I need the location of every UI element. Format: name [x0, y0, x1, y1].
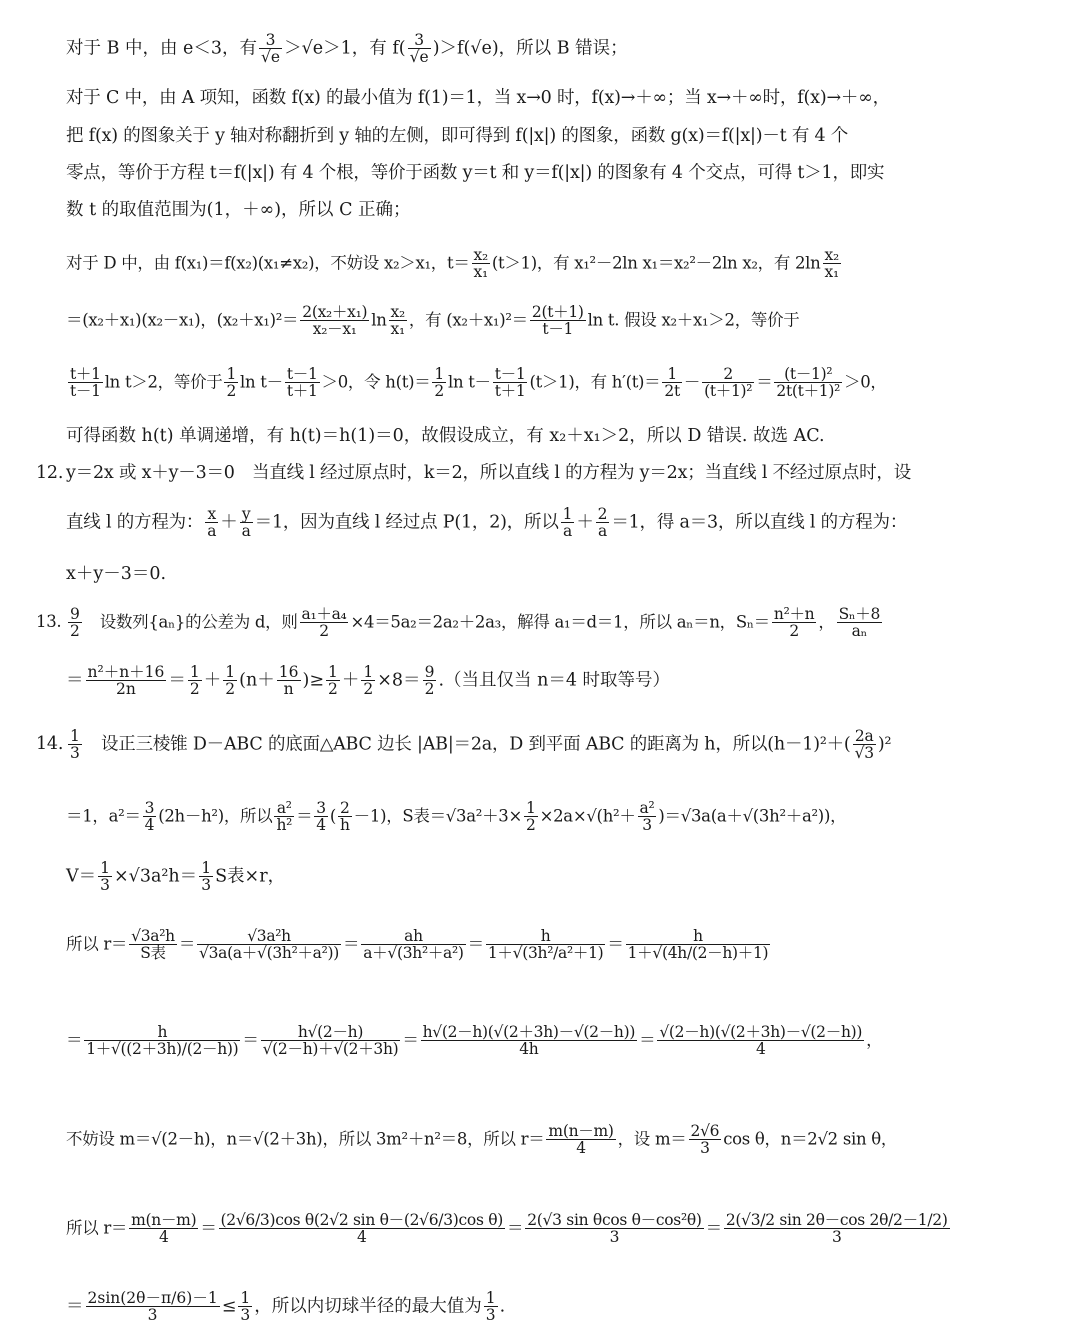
p12-line-2: 直线 l 的方程为： $\frac{x}{a}$ ＋ $\frac{y}{a}$ ＝1，因为直线 l 经过点 P(1，2)，所以 $\frac{1}{a}$ ＋ $\frac{2}{a}$ ＝1，得 a＝3，所以直线 l 的方程为： — [66, 505, 908, 541]
problem-number: 13. — [36, 612, 62, 632]
fraction: $\frac{1}{3}$ — [240, 1289, 251, 1325]
p11-c-line-4: 数 t 的取值范围为(1，＋∞)，所以 C 正确； — [66, 200, 411, 220]
fraction: $\frac{2(√3/2 \sin 2\theta-\cos 2\theta/2-1/2)}{3}$ — [725, 1211, 948, 1247]
fraction: $\frac{\text{√3a²h}}{\text{√3a(a＋√(3h²＋a²))}}$ — [199, 927, 340, 963]
fraction: $\frac{m(n-m)}{4}$ — [548, 1122, 614, 1158]
fraction: $\frac{\text{n²＋n＋16}}{2n}$ — [87, 663, 165, 699]
fraction: $\frac{\text{a²}}{3}$ — [639, 799, 655, 835]
fraction: $\frac{\text{2(√3 sin θcos θ－cos²θ)}}{3}$ — [527, 1211, 702, 1247]
problem-number: 12. — [36, 463, 64, 483]
p14-line-8: ＝ $\frac{2\sin(2\theta-\pi/6)-1}{3}$ ≤ $\frac{1}{3}$ ，所以内切球半径的最大值为 $\frac{1}{3}$ . — [66, 1289, 506, 1325]
fraction: $\frac{1}{2}$ — [226, 365, 237, 401]
fraction: $\frac{2√6}{3}$ — [690, 1122, 720, 1158]
fraction: $\frac{2a}{√3}$ — [854, 727, 874, 763]
fraction: $\frac{1}{2t}$ — [664, 365, 680, 401]
fraction: $\frac{2}{a}$ — [597, 505, 608, 541]
fraction: $\frac{3}{4}$ — [316, 799, 326, 835]
fraction: $\frac{√(2-h)(√(2+3h)-√(2-h))}{4}$ — [659, 1023, 863, 1059]
fraction: $\frac{h}{1+√((2+3h)/(2-h))}$ — [86, 1023, 239, 1059]
p11-b-line: 对于 B 中，由 e＜3，有 $\frac{3}{√e}$ ＞√e＞1，有 f( $\frac{3}{√e}$ )＞f(√e)，所以 B 错误； — [66, 31, 628, 67]
fraction: $\frac{1}{2}$ — [434, 365, 444, 401]
answer-fraction: $\frac{1}{3}$ — [70, 727, 80, 763]
fraction: $\frac{1}{2}$ — [328, 663, 338, 699]
fraction: $\frac{2}{h}$ — [339, 799, 350, 835]
p14-line-2: ＝1，a²＝ $\frac{3}{4}$ (2h－h²)，所以 $\frac{\text{a²}}{\text{h²}}$ ＝ $\frac{3}{4}$ ( $\frac{2}{h}$ －1)，S表＝√3a²＋3× $\frac{1}{2}$ ×2a×√(h²＋ $\frac{\text{a²}}{3}$ )＝√3a(a＋√(3h²＋a²))， — [66, 799, 847, 835]
fraction: $\frac{2(t+1)}{t-1}$ — [531, 303, 584, 339]
fraction: $\frac{\text{Sₙ＋8}}{\text{aₙ}}$ — [838, 605, 881, 641]
fraction: $\frac{16}{n}$ — [278, 663, 299, 699]
fraction: $\frac{1}{2}$ — [363, 663, 374, 699]
fraction: $\frac{x}{a}$ — [207, 505, 217, 541]
fraction: $\frac{\text{a₁＋a₄}}{2}$ — [301, 605, 347, 641]
p13-line-1: 13. $\frac{9}{2}$ 设数列{aₙ}的公差为 d，则 $\frac{\text{a₁＋a₄}}{2}$ ×4＝5a₂＝2a₂＋2a₃，解得 a₁＝d＝1，所以 aₙ＝n，Sₙ＝ $\frac{\text{n²＋n}}{2}$ ， $\frac{\text{Sₙ＋8}}{\text{aₙ}}$ — [36, 605, 881, 641]
p14-line-5: ＝ $\frac{h}{1+√((2+3h)/(2-h))}$ ＝ $\frac{h√(2-h)}{√(2-h)+√(2+3h)}$ ＝ $\frac{h√(2-h)(√(2+3h)-√(2-h))}{4h}$ ＝ $\frac{√(2-h)(√(2+3h)-√(2-h))}{4}$ ， — [66, 1023, 883, 1059]
p14-line-6: 不妨设 m＝√(2－h)，n＝√(2＋3h)，所以 3m²＋n²＝8，所以 r＝ $\frac{m(n-m)}{4}$ ，设 m＝ $\frac{2√6}{3}$ cos θ，n＝2√2 sin θ， — [66, 1122, 898, 1158]
problem-number: 14. — [36, 734, 64, 755]
p11-c-line-2: 把 f(x) 的图象关于 y 轴对称翻折到 y 轴的左侧，即可得到 f(|x|) 的图象，函数 g(x)＝f(|x|)－t 有 4 个 — [66, 126, 849, 146]
fraction: $\frac{9}{2}$ — [424, 663, 435, 699]
fraction: $\frac{y}{a}$ — [241, 505, 251, 541]
p12-line-3: x＋y－3＝0. — [66, 564, 167, 584]
fraction: $\frac{3}{4}$ — [144, 799, 155, 835]
fraction: $\frac{\text{n²＋n}}{2}$ — [773, 605, 815, 641]
fraction: $\frac{h√(2-h)(√(2+3h)-√(2-h))}{4h}$ — [422, 1023, 636, 1059]
fraction: $\frac{\text{x₂}}{\text{x₁}}$ — [824, 246, 839, 282]
fraction: $\frac{\text{2(x₂＋x₁)}}{\text{x₂－x₁}}$ — [302, 303, 368, 339]
fraction: $\frac{1}{3}$ — [100, 859, 111, 895]
fraction: $\frac{1}{a}$ — [562, 505, 573, 541]
p14-line-1: 14. $\frac{1}{3}$ 设正三棱锥 D－ABC 的底面△ABC 边长 |AB|＝2a，D 到平面 ABC 的距离为 h，所以(h－1)²＋( $\frac{2a}{√3}$ )² — [36, 727, 892, 763]
fraction: $\frac{3}{√e}$ — [409, 31, 429, 67]
fraction: $\frac{\text{x₂}}{\text{x₁}}$ — [473, 246, 488, 282]
p11-c-line-1: 对于 C 中，由 A 项知，函数 f(x) 的最小值为 f(1)＝1，当 x→0 时，f(x)→＋∞；当 x→＋∞时，f(x)→＋∞， — [66, 88, 890, 108]
fraction: $\frac{t-1}{t+1}$ — [494, 365, 526, 401]
fraction: $\frac{m(n-m)}{4}$ — [131, 1211, 197, 1247]
p11-d-line-1: 对于 D 中，由 f(x₁)＝f(x₂)(x₁≠x₂)，不妨设 x₂＞x₁，t＝ $\frac{\text{x₂}}{\text{x₁}}$ (t＞1)，有 x₁²－2ln x₁＝x₂²－2ln x₂，有 2ln $\frac{\text{x₂}}{\text{x₁}}$ — [66, 246, 839, 282]
p14-line-3: V＝ $\frac{1}{3}$ ×√3a²h＝ $\frac{1}{3}$ S表×r， — [66, 859, 286, 895]
fraction: $\frac{2\sin(2\theta-\pi/6)-1}{3}$ — [87, 1289, 218, 1325]
fraction: $\frac{\text{x₂}}{\text{x₁}}$ — [390, 303, 405, 339]
fraction: $\frac{h}{1+√(4h/(2-h)+1)}$ — [627, 927, 769, 963]
fraction: $\frac{3}{√e}$ — [261, 31, 281, 67]
fraction: $\frac{h√(2-h)}{√(2-h)+√(2+3h)}$ — [262, 1023, 399, 1059]
fraction: $\frac{1}{3}$ — [201, 859, 212, 895]
p11-d-line-4: 可得函数 h(t) 单调递增，有 h(t)＝h(1)＝0，故假设成立，有 x₂＋x₁＞2，所以 D 错误. 故选 AC. — [66, 426, 825, 446]
fraction: $\frac{1}{3}$ — [485, 1289, 496, 1325]
p11-d-line-3: $\frac{t+1}{t-1}$ ln t＞2，等价于 $\frac{1}{2}$ ln t－ $\frac{t-1}{t+1}$ ＞0，令 h(t)＝ $\frac{1}{2}$ ln t－ $\frac{t-1}{t+1}$ (t＞1)，有 h′(t)＝ $\frac{1}{2t}$ － $\frac{2}{\text{(t＋1)²}}$ ＝ $\frac{\text{(t－1)²}}{\text{2t(t＋1)²}}$ ＞0， — [70, 365, 887, 401]
fraction: $\frac{1}{2}$ — [225, 663, 236, 699]
fraction: $\frac{\text{(t－1)²}}{\text{2t(t＋1)²}}$ — [776, 365, 840, 401]
p14-line-7: 所以 r＝ $\frac{m(n-m)}{4}$ ＝ $\frac{\text{(2√6/3)cos θ(2√2 sin θ－(2√6/3)cos θ)}}{4}$ ＝ $\frac{\text{2(√3 sin θcos θ－cos²θ)}}{3}$ ＝ $\frac{2(√3/2 \sin 2\theta-\cos 2\theta/2-1/2)}{3}$ — [66, 1211, 948, 1247]
p11-c-line-3: 零点，等价于方程 t＝f(|x|) 有 4 个根，等价于函数 y＝t 和 y＝f(|x|) 的图象有 4 个交点，可得 t＞1，即实 — [66, 163, 885, 183]
fraction: $\frac{t+1}{t-1}$ — [70, 365, 101, 401]
fraction: $\frac{\text{a²}}{\text{h²}}$ — [276, 799, 293, 835]
p13-line-2: ＝ $\frac{\text{n²＋n＋16}}{2n}$ ＝ $\frac{1}{2}$ ＋ $\frac{1}{2}$ (n＋ $\frac{16}{n}$ )≥ $\frac{1}{2}$ ＋ $\frac{1}{2}$ ×8＝ $\frac{9}{2}$ .（当且仅当 n＝4 时取等号） — [66, 663, 671, 699]
fraction: $\frac{\text{(2√6/3)cos θ(2√2 sin θ－(2√6/3)cos θ)}}{4}$ — [220, 1211, 504, 1247]
fraction: $\frac{1}{2}$ — [189, 663, 200, 699]
fraction: $\frac{\text{√3a²h}}{\text{S表}}$ — [131, 927, 175, 963]
p12-line-1: 12. y＝2x 或 x＋y－3＝0 当直线 l 经过原点时，k＝2，所以直线 l 的方程为 y＝2x；当直线 l 不经过原点时，设 — [36, 463, 911, 483]
fraction: $\frac{ah}{\text{a＋√(3h²＋a²)}}$ — [363, 927, 464, 963]
fraction: $\frac{1}{2}$ — [526, 799, 536, 835]
answer-fraction: $\frac{9}{2}$ — [70, 605, 80, 641]
fraction: $\frac{t-1}{t+1}$ — [286, 365, 318, 401]
fraction: $\frac{h}{\text{1＋√(3h²/a²＋1)}}$ — [487, 927, 604, 963]
p11-d-line-2: ＝(x₂＋x₁)(x₂－x₁)，(x₂＋x₁)²＝ $\frac{\text{2(x₂＋x₁)}}{\text{x₂－x₁}}$ ln $\frac{\text{x₂}}{\text{x₁}}$ ，有 (x₂＋x₁)²＝ $\frac{2(t+1)}{t-1}$ ln t. 假设 x₂＋x₁＞2，等价于 — [66, 303, 800, 339]
p14-line-4: 所以 r＝ $\frac{\text{√3a²h}}{\text{S表}}$ ＝ $\frac{\text{√3a²h}}{\text{√3a(a＋√(3h²＋a²))}}$ ＝ $\frac{ah}{\text{a＋√(3h²＋a²)}}$ ＝ $\frac{h}{\text{1＋√(3h²/a²＋1)}}$ ＝ $\frac{h}{1+√(4h/(2-h)+1)}$ — [66, 927, 769, 963]
fraction: $\frac{2}{\text{(t＋1)²}}$ — [704, 365, 753, 401]
